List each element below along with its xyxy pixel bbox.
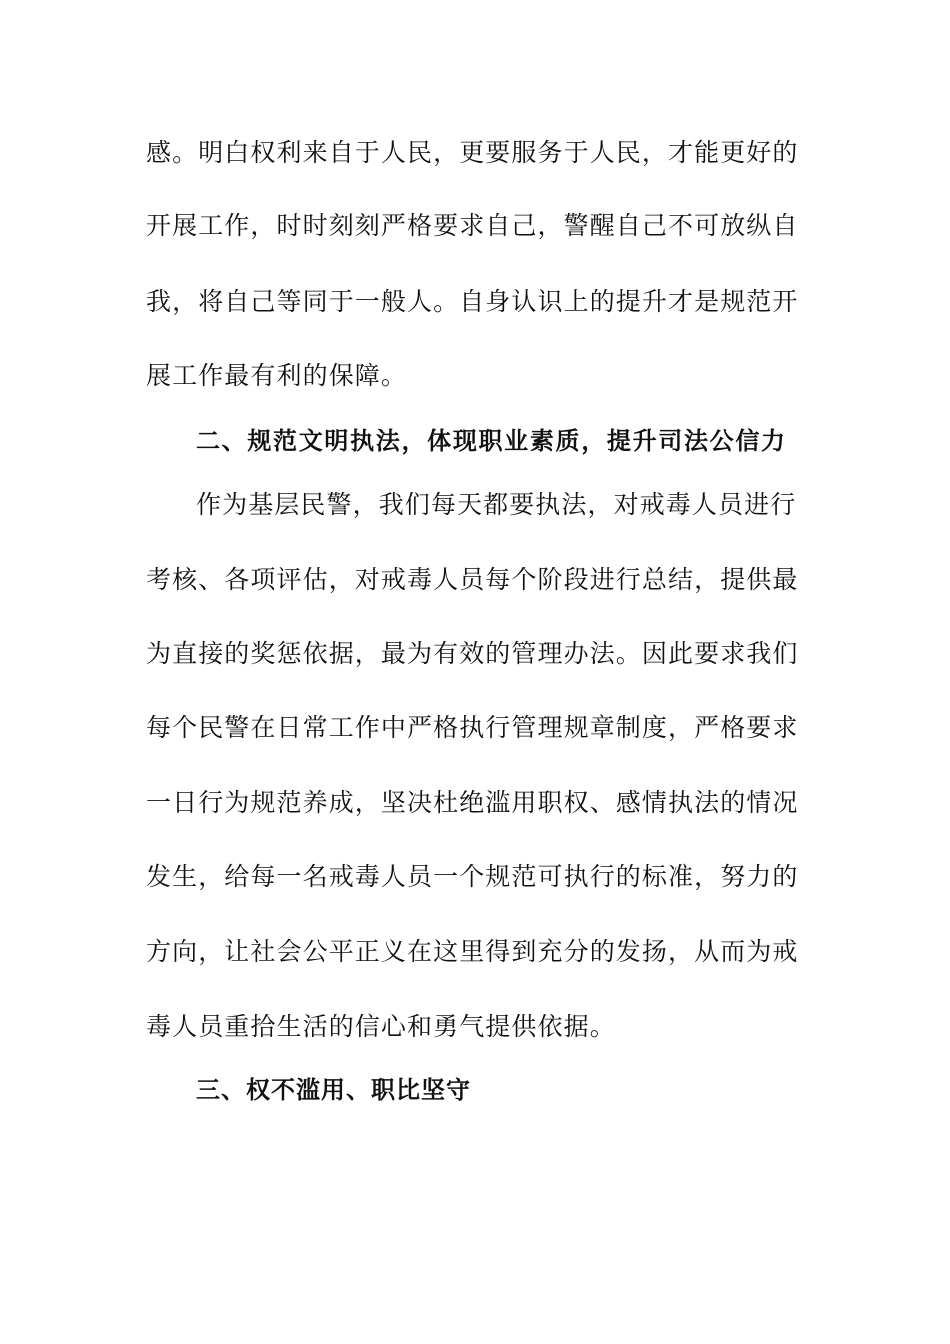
paragraph-2-line-2: 考核、各项评估，对戒毒人员每个阶段进行总结，提供最: [146, 565, 799, 594]
paragraph-1-line-1: 感。明白权利来自于人民，更要服务于人民，才能更好的: [146, 138, 799, 167]
paragraph-2-line-1: 作为基层民警，我们每天都要执法，对戒毒人员进行: [196, 490, 797, 519]
paragraph-2-line-6: 发生，给每一名戒毒人员一个规范可执行的标准，努力的: [146, 862, 799, 891]
paragraph-2-line-4: 每个民警在日常工作中严格执行管理规章制度，严格要求: [146, 713, 799, 742]
paragraph-1-line-3: 我，将自己等同于一般人。自身认识上的提升才是规范开: [146, 287, 799, 316]
paragraph-2-line-3: 为直接的奖惩依据，最为有效的管理办法。因此要求我们: [146, 639, 799, 668]
paragraph-1-line-2: 开展工作，时时刻刻严格要求自己，警醒自己不可放纵自: [146, 211, 799, 240]
paragraph-2-line-8: 毒人员重拾生活的信心和勇气提供依据。: [146, 1012, 616, 1041]
paragraph-2-line-5: 一日行为规范养成，坚决杜绝滥用职权、感情执法的情况: [146, 788, 799, 817]
section-heading-3: 三、权不滥用、职比坚守: [196, 1076, 471, 1104]
paragraph-2-line-7: 方向，让社会公平正义在这里得到充分的发扬，从而为戒: [146, 937, 799, 966]
section-heading-2: 二、规范文明执法，体现职业素质，提升司法公信力: [196, 427, 786, 455]
paragraph-1-line-4: 展工作最有利的保障。: [146, 361, 408, 390]
